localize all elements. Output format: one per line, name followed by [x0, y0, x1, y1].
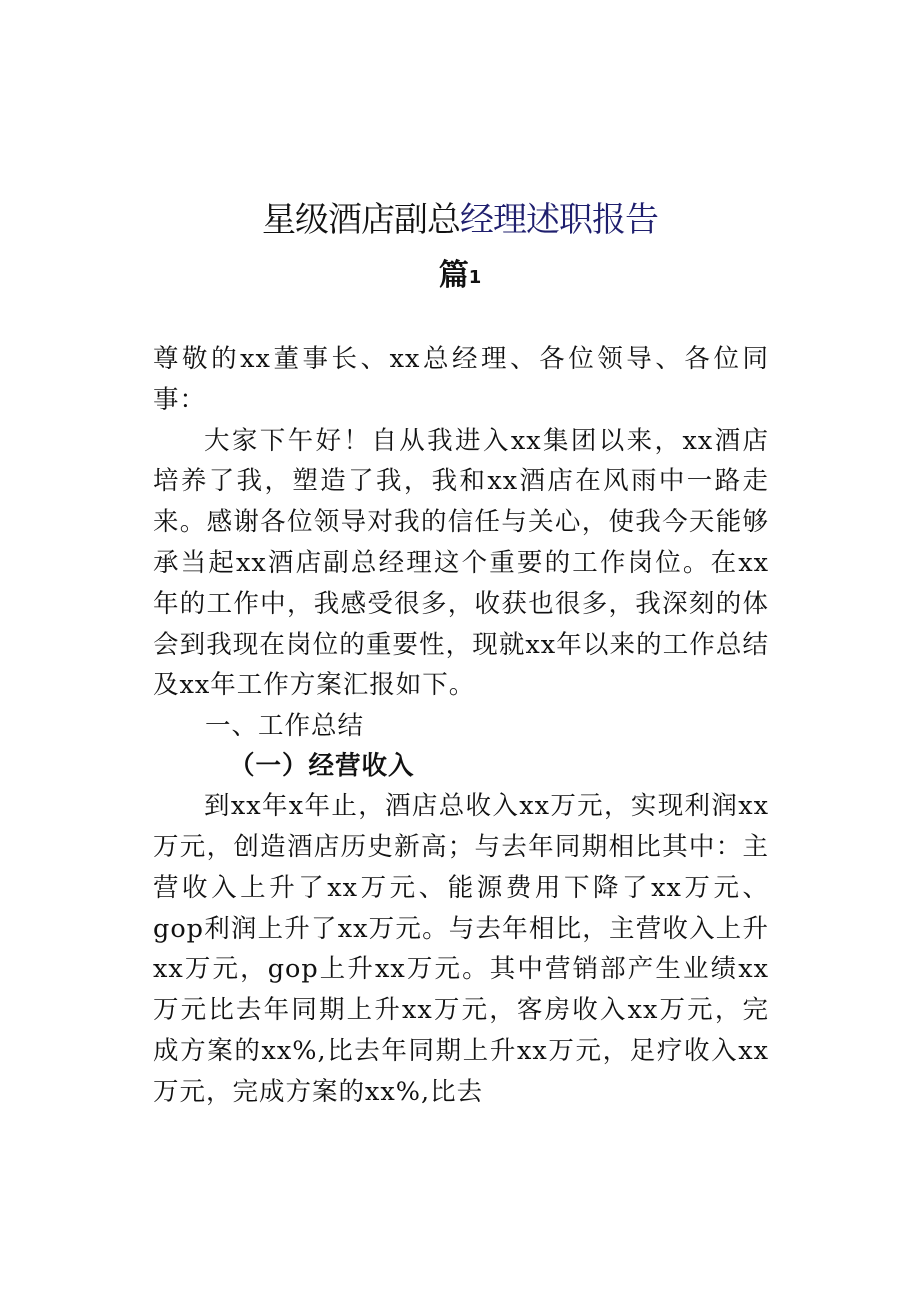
- paragraph-intro: 大家下午好！自从我进入xx集团以来，xx酒店培养了我，塑造了我，我和xx酒店在风雨中一路走来。感谢各位领导对我的信任与关心，使我今天能够承当起xx酒店副总经理这个重要的工作岗位。在xx年的工作中，我感受很多，收获也很多，我深刻的体会到我现在岗位的重要性，现就xx年以来的工作总结及xx年工作方案汇报如下。: [153, 425, 769, 701]
- subtitle-number: 1: [468, 267, 482, 288]
- document-body: [153, 339, 769, 1113]
- subtitle-text: 篇: [438, 258, 469, 293]
- salutation: 尊敬的xx董事长、xx总经理、各位领导、各位同事：: [153, 344, 769, 415]
- paragraph-revenue: 到xx年x年止，酒店总收入xx万元，实现利润xx万元，创造酒店历史新高；与去年同期相比其中：主营收入上升了xx万元、能源费用下降了xx万元、gop利润上升了xx万元。与去年相比，主营收入上升xx万元，gop上升xx万元。其中营销部产生业绩xx万元比去年同期上升xx万元，客房收入xx万元，完成方案的xx%,比去年同期上升xx万元，足疗收入xx万元，完成方案的xx%,比去: [153, 791, 769, 1107]
- document-subtitle: [0, 254, 920, 300]
- section-heading-work-summary: 一、工作总结: [205, 711, 365, 742]
- title-part-2: 经理述职报告: [460, 200, 658, 240]
- title-part-1: 星级酒店副总: [262, 200, 460, 240]
- subsection-heading-revenue: （一）经营收入: [229, 751, 415, 782]
- document-title: [0, 198, 920, 242]
